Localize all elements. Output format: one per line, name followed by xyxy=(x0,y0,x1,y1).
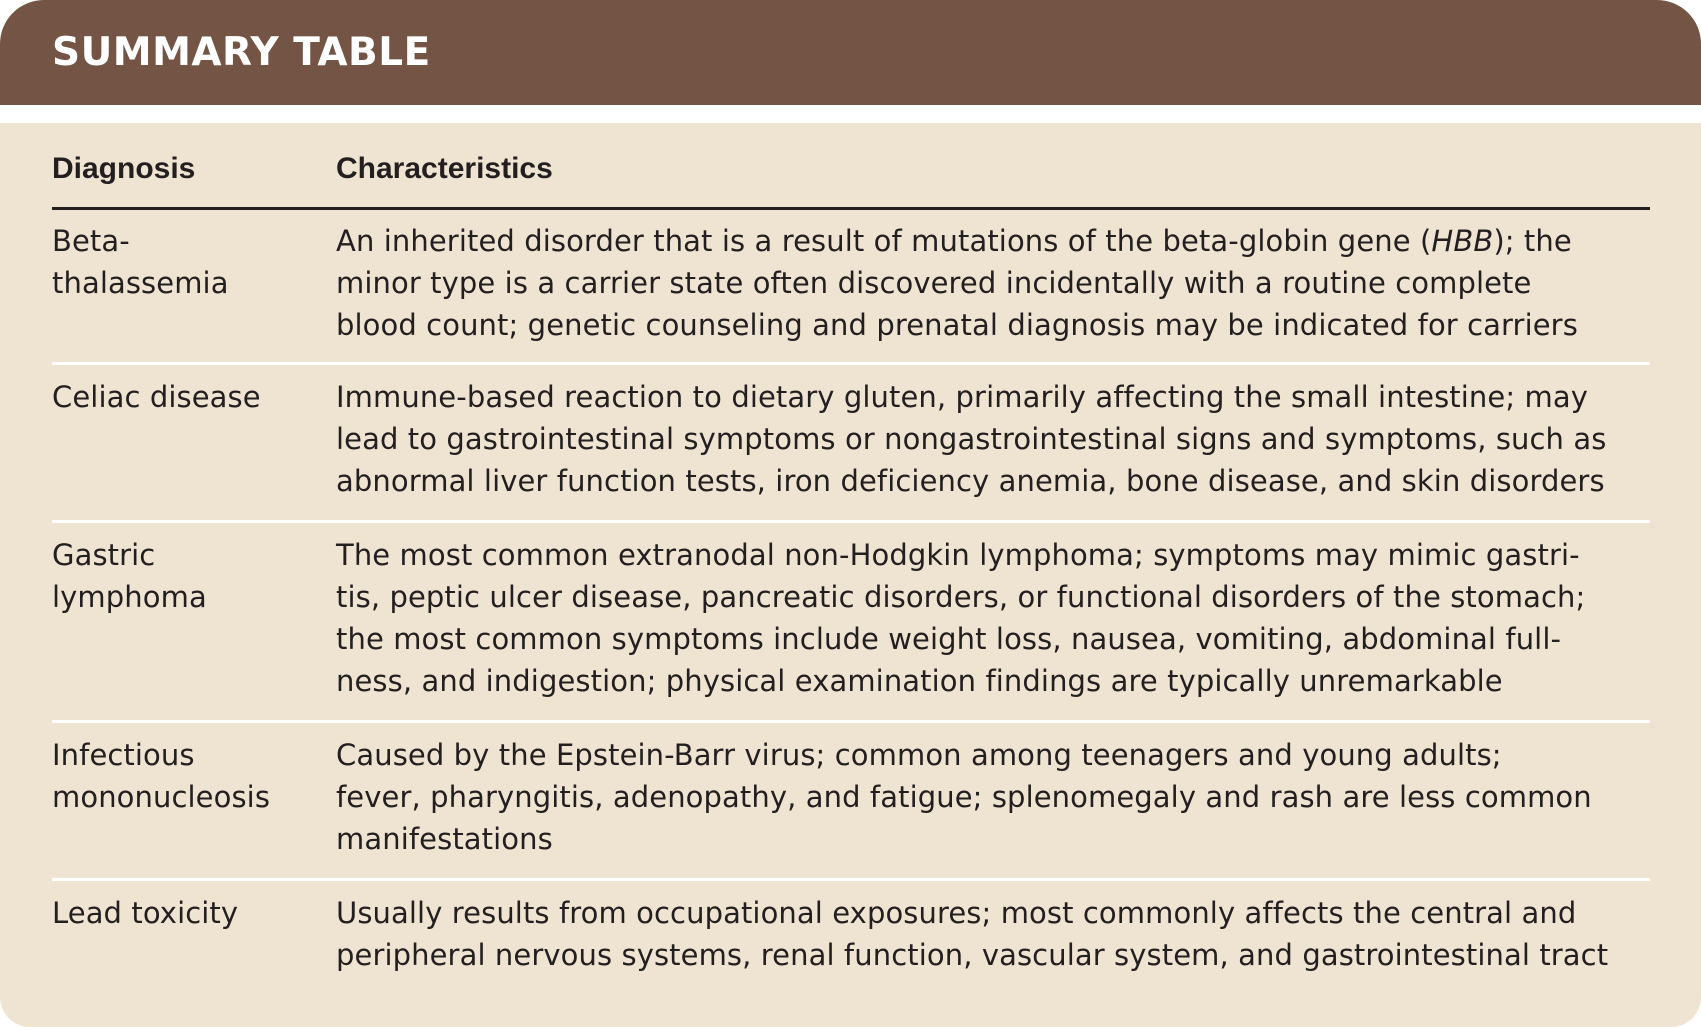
diagnosis-line: Celiac disease xyxy=(52,380,261,414)
table-row xyxy=(52,723,1650,881)
diagnosis-line: Lead toxicity xyxy=(52,896,239,930)
table-row xyxy=(52,523,1650,723)
header-divider xyxy=(0,105,1701,123)
characteristics-line: fever, pharyngitis, adenopathy, and fatigue; splenomegaly and rash are less common xyxy=(336,780,1592,814)
diagnosis-line: Infectious xyxy=(52,738,195,772)
summary-table xyxy=(52,123,1650,999)
characteristics-line: The most common extranodal non-Hodgkin lymphoma; symptoms may mimic gastri- xyxy=(336,538,1580,572)
diagnosis-line: Beta- xyxy=(52,224,130,258)
diagnosis-cell xyxy=(52,534,336,720)
characteristics-cell xyxy=(336,734,1650,878)
characteristics-line: tis, peptic ulcer disease, pancreatic disorders, or functional disorders of the stomach; xyxy=(336,580,1586,614)
diagnosis-cell xyxy=(52,220,336,362)
table-row xyxy=(52,881,1650,999)
characteristics-cell xyxy=(336,892,1650,999)
characteristics-line: the most common symptoms include weight loss, nausea, vomiting, abdominal full- xyxy=(336,622,1562,656)
characteristics-line: peripheral nervous systems, renal function, vascular system, and gastrointestinal tract xyxy=(336,938,1609,972)
text-segment: ); the xyxy=(1493,224,1572,258)
column-header-row xyxy=(52,123,1650,210)
characteristics-line: manifestations xyxy=(336,822,553,856)
characteristics-line: abnormal liver function tests, iron deficiency anemia, bone disease, and skin disorders xyxy=(336,464,1605,498)
diagnosis-line: mononucleosis xyxy=(52,780,271,814)
characteristics-cell xyxy=(336,376,1650,520)
characteristics-line: ness, and indigestion; physical examination findings are typically unremarkable xyxy=(336,664,1503,698)
diagnosis-cell xyxy=(52,734,336,878)
table-header-bar xyxy=(0,0,1701,105)
characteristics-line: blood count; genetic counseling and prenatal diagnosis may be indicated for carriers xyxy=(336,308,1578,342)
characteristics-line: lead to gastrointestinal symptoms or nongastrointestinal signs and symptoms, such as xyxy=(336,422,1607,456)
text-segment: An inherited disorder that is a result of mutations of the beta-globin gene ( xyxy=(336,224,1432,258)
table-row xyxy=(52,210,1650,365)
column-header-diagnosis: Diagnosis xyxy=(52,152,196,185)
diagnosis-line: lymphoma xyxy=(52,580,207,614)
characteristics-cell xyxy=(336,534,1650,720)
characteristics-line xyxy=(336,220,1650,262)
diagnosis-line: thalassemia xyxy=(52,266,229,300)
diagnosis-cell xyxy=(52,376,336,520)
diagnosis-line: Gastric xyxy=(52,538,156,572)
gene-symbol: HBB xyxy=(1431,224,1494,258)
characteristics-line: Usually results from occupational exposures; most commonly affects the central and xyxy=(336,896,1577,930)
characteristics-cell xyxy=(336,220,1650,362)
diagnosis-cell xyxy=(52,892,336,999)
table-row xyxy=(52,365,1650,523)
column-header-characteristics: Characteristics xyxy=(336,152,553,185)
characteristics-line: Immune-based reaction to dietary gluten, primarily affecting the small intestine; may xyxy=(336,380,1589,414)
characteristics-line: minor type is a carrier state often discovered incidentally with a routine complete xyxy=(336,266,1532,300)
characteristics-line: Caused by the Epstein-Barr virus; common among teenagers and young adults; xyxy=(336,738,1502,772)
table-title: SUMMARY TABLE xyxy=(52,30,431,75)
